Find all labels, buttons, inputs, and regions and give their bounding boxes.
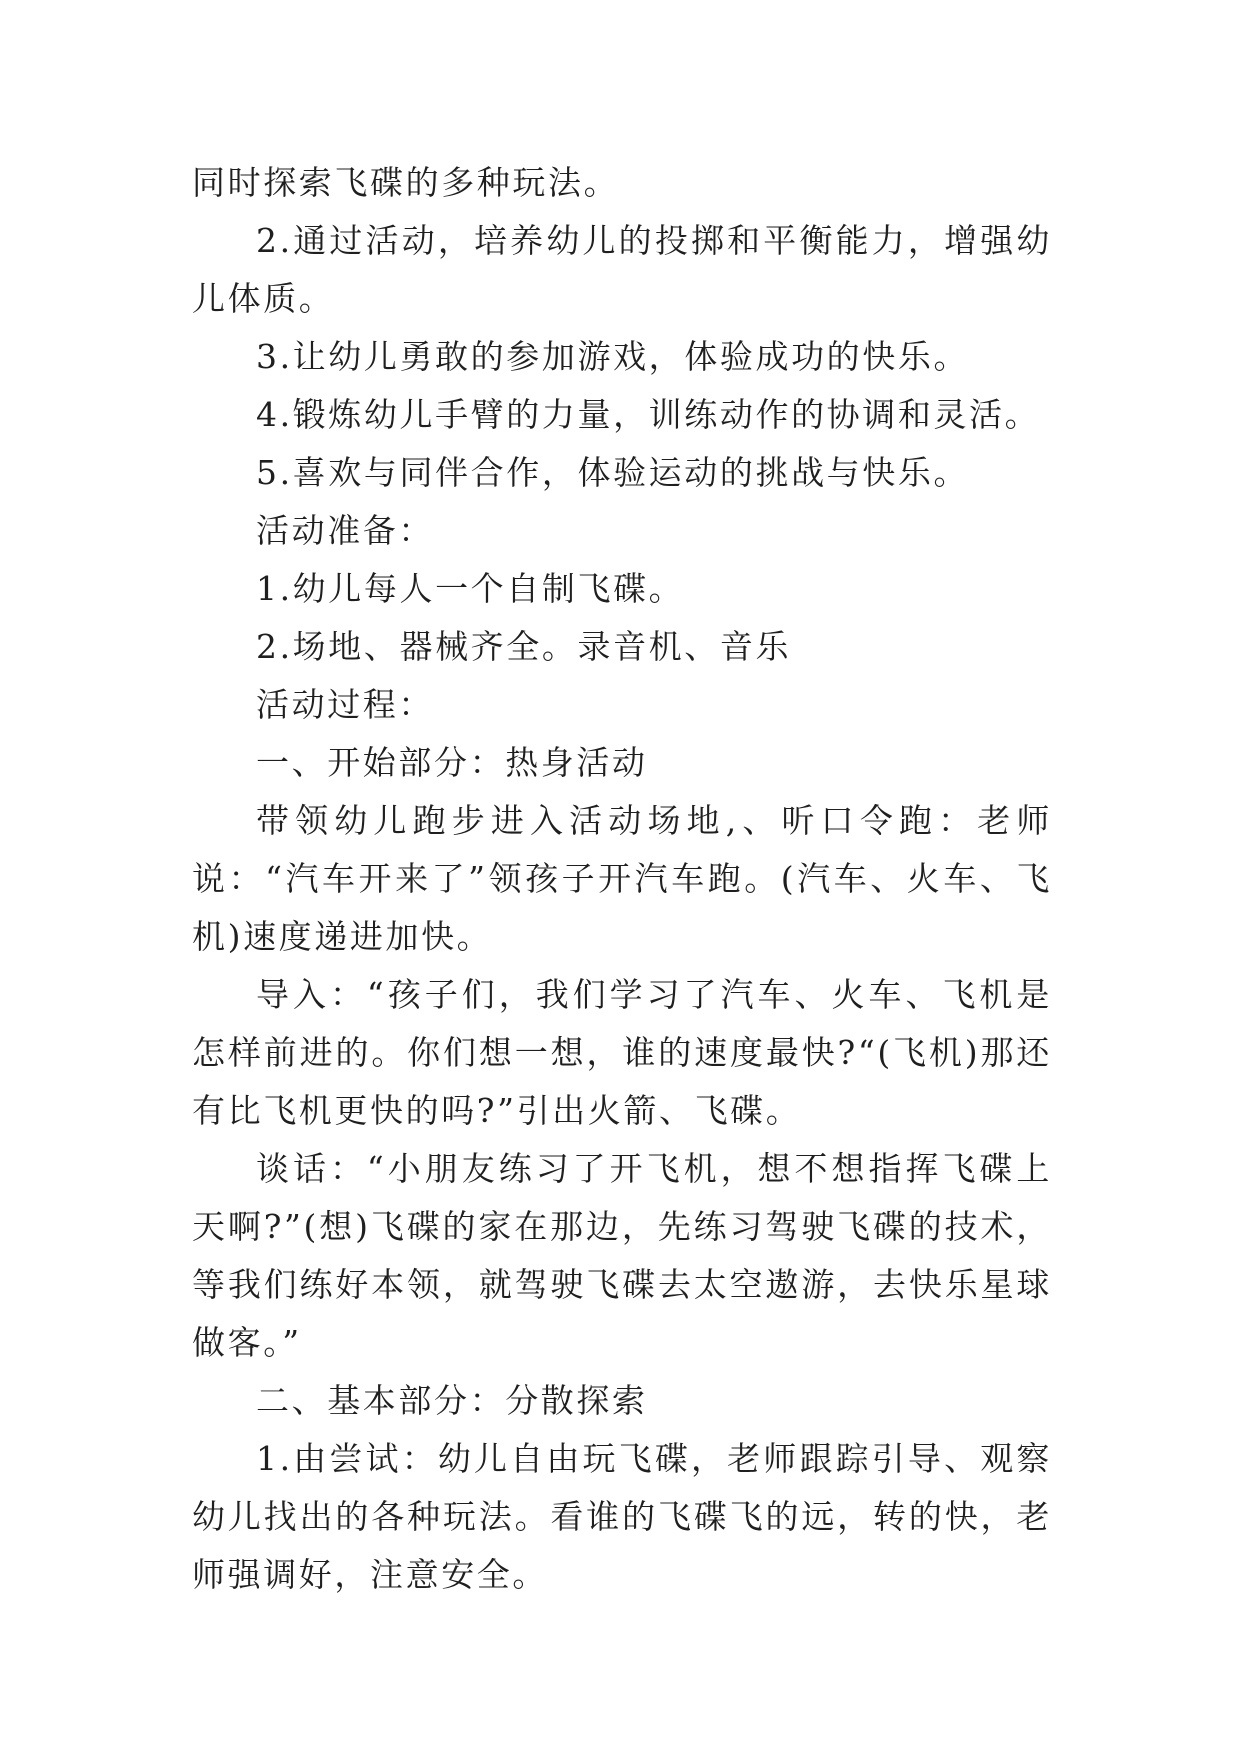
section-heading-process: 活动过程： xyxy=(256,685,434,724)
paragraph-goal-4: 4.锻炼幼儿手臂的力量，训练动作的协调和灵活。 xyxy=(256,395,1041,434)
paragraph-exploration-1: 1.由尝试：幼儿自由玩飞碟，老师跟踪引导、观察幼儿找出的各种玩法。看谁的飞碟飞的远，转的快，老师强调好，注意安全。 xyxy=(192,1439,1052,1594)
document-page xyxy=(192,154,1052,1604)
paragraph-goal-3: 3.让幼儿勇敢的参加游戏，体验成功的快乐。 xyxy=(256,337,970,376)
paragraph-goal-2: 2.通过活动，培养幼儿的投掷和平衡能力，增强幼儿体质。 xyxy=(192,221,1052,318)
paragraph-intro-continuation: 同时探索飞碟的多种玩法。 xyxy=(192,163,620,202)
paragraph-goal-5: 5.喜欢与同伴合作，体验运动的挑战与快乐。 xyxy=(256,453,970,492)
subsection-heading-warmup: 一、开始部分：热身活动 xyxy=(256,743,648,782)
paragraph-preparation-1: 1.幼儿每人一个自制飞碟。 xyxy=(256,569,685,608)
paragraph-introduction: 导入：“孩子们，我们学习了汽车、火车、飞机是怎样前进的。你们想一想，谁的速度最快?“(飞机)那还有比飞机更快的吗?”引出火箭、飞碟。 xyxy=(192,975,1052,1130)
paragraph-warmup: 带领幼儿跑步进入活动场地,、听口令跑：老师说：“汽车开来了”领孩子开汽车跑。(汽车、火车、飞机)速度递进加快。 xyxy=(192,801,1052,956)
subsection-heading-exploration: 二、基本部分：分散探索 xyxy=(256,1381,648,1420)
paragraph-conversation: 谈话：“小朋友练习了开飞机，想不想指挥飞碟上天啊?”(想)飞碟的家在那边，先练习驾驶飞碟的技术，等我们练好本领，就驾驶飞碟去太空遨游，去快乐星球做客。” xyxy=(192,1149,1052,1362)
paragraph-preparation-2: 2.场地、器械齐全。录音机、音乐 xyxy=(256,627,792,666)
section-heading-preparation: 活动准备： xyxy=(256,511,434,550)
